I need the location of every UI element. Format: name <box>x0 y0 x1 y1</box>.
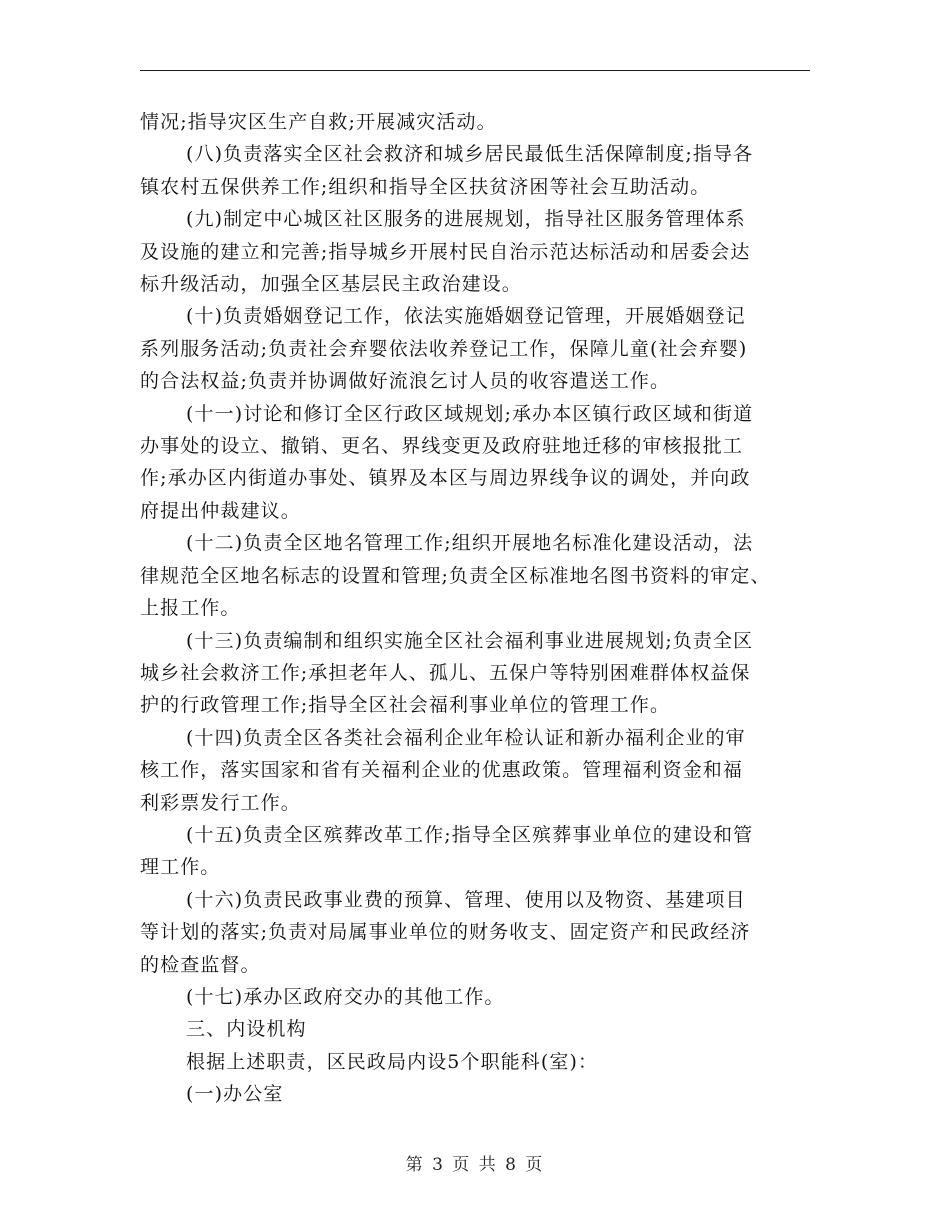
header-rule <box>140 70 810 71</box>
text-line: 上报工作。 <box>140 597 241 620</box>
text-line: 的合法权益;负责并协调做好流浪乞讨人员的收容遣送工作。 <box>140 370 671 393</box>
text-line: 办事处的设立、撤销、更名、界线变更及政府驻地迁移的审核报批工 <box>140 435 744 458</box>
text-line: 利彩票发行工作。 <box>140 791 301 814</box>
text-line: (十六)负责民政事业费的预算、管理、使用以及物资、基建项目 <box>186 888 746 911</box>
paragraph-item-9 <box>140 203 812 300</box>
text-line: 核工作，落实国家和省有关福利企业的优惠政策。管理福利资金和福 <box>140 759 744 782</box>
text-line: 情况;指导灾区生产自救;开展减灾活动。 <box>140 111 497 133</box>
text-line: (十七)承办区政府交办的其他工作。 <box>186 985 505 1008</box>
paragraph-item-12 <box>140 527 812 624</box>
text-line: (十四)负责全区各类社会福利企业年检认证和新办福利企业的审 <box>186 726 746 749</box>
paragraph-office-1 <box>140 1078 812 1110</box>
text-line: 的检查监督。 <box>140 953 261 976</box>
paragraph-item-11 <box>140 398 812 528</box>
text-line: 作;承办区内街道办事处、镇界及本区与周边界线争议的调处，并向政 <box>140 467 751 490</box>
paragraph-item-14 <box>140 722 812 819</box>
text-line: (一)办公室 <box>186 1083 284 1106</box>
document-body <box>140 106 812 1111</box>
text-line: 城乡社会救济工作;承担老年人、孤儿、五保户等特别困难群体权益保 <box>140 661 751 684</box>
text-line: 标升级活动，加强全区基层民主政治建设。 <box>140 273 522 296</box>
text-line: 律规范全区地名标志的设置和管理;负责全区标准地名图书资料的审定、 <box>140 564 771 587</box>
paragraph-item-10 <box>140 300 812 397</box>
text-line: 理工作。 <box>140 856 221 879</box>
text-line: (十三)负责编制和组织实施全区社会福利事业进展规划;负责全区 <box>186 629 754 652</box>
paragraph-item-8 <box>140 138 812 203</box>
text-line: (十五)负责全区殡葬改革工作;指导全区殡葬事业单位的建设和管 <box>186 823 754 846</box>
paragraph-item-15 <box>140 819 812 884</box>
paragraph-item-16 <box>140 884 812 981</box>
text-line: (九)制定中心城区社区服务的进展规划，指导社区服务管理体系 <box>186 208 746 231</box>
text-line: (十一)讨论和修订全区行政区域规划;承办本区镇行政区域和街道 <box>186 402 754 425</box>
text-line: (八)负责落实全区社会救济和城乡居民最低生活保障制度;指导各 <box>186 143 754 166</box>
text-line: 三、内设机构 <box>186 1018 307 1041</box>
text-line: 镇农村五保供养工作;组织和指导全区扶贫济困等社会互助活动。 <box>140 175 711 198</box>
text-line: (十二)负责全区地名管理工作;组织开展地名标准化建设活动，法 <box>186 532 754 555</box>
text-line: (十)负责婚姻登记工作，依法实施婚姻登记管理，开展婚姻登记 <box>186 305 746 328</box>
text-line: 府提出仲裁建议。 <box>140 499 301 522</box>
text-line: 及设施的建立和完善;指导城乡开展村民自治示范达标活动和居委会达 <box>140 240 751 263</box>
text-line: 根据上述职责，区民政局内设5个职能科(室)： <box>186 1050 599 1073</box>
paragraph-section-3 <box>140 1013 812 1045</box>
text-line: 等计划的落实;负责对局属事业单位的财务收支、固定资产和民政经济 <box>140 921 751 944</box>
paragraph-item-13 <box>140 625 812 722</box>
text-line: 护的行政管理工作;指导全区社会福利事业单位的管理工作。 <box>140 694 671 717</box>
paragraph-continued <box>140 106 812 138</box>
paragraph-item-17 <box>140 981 812 1013</box>
paragraph-section-3-intro <box>140 1046 812 1078</box>
page-footer: 第 3 页 共 8 页 <box>405 1155 545 1175</box>
text-line: 系列服务活动;负责社会弃婴依法收养登记工作，保障儿童(社会弃婴) <box>140 337 748 360</box>
